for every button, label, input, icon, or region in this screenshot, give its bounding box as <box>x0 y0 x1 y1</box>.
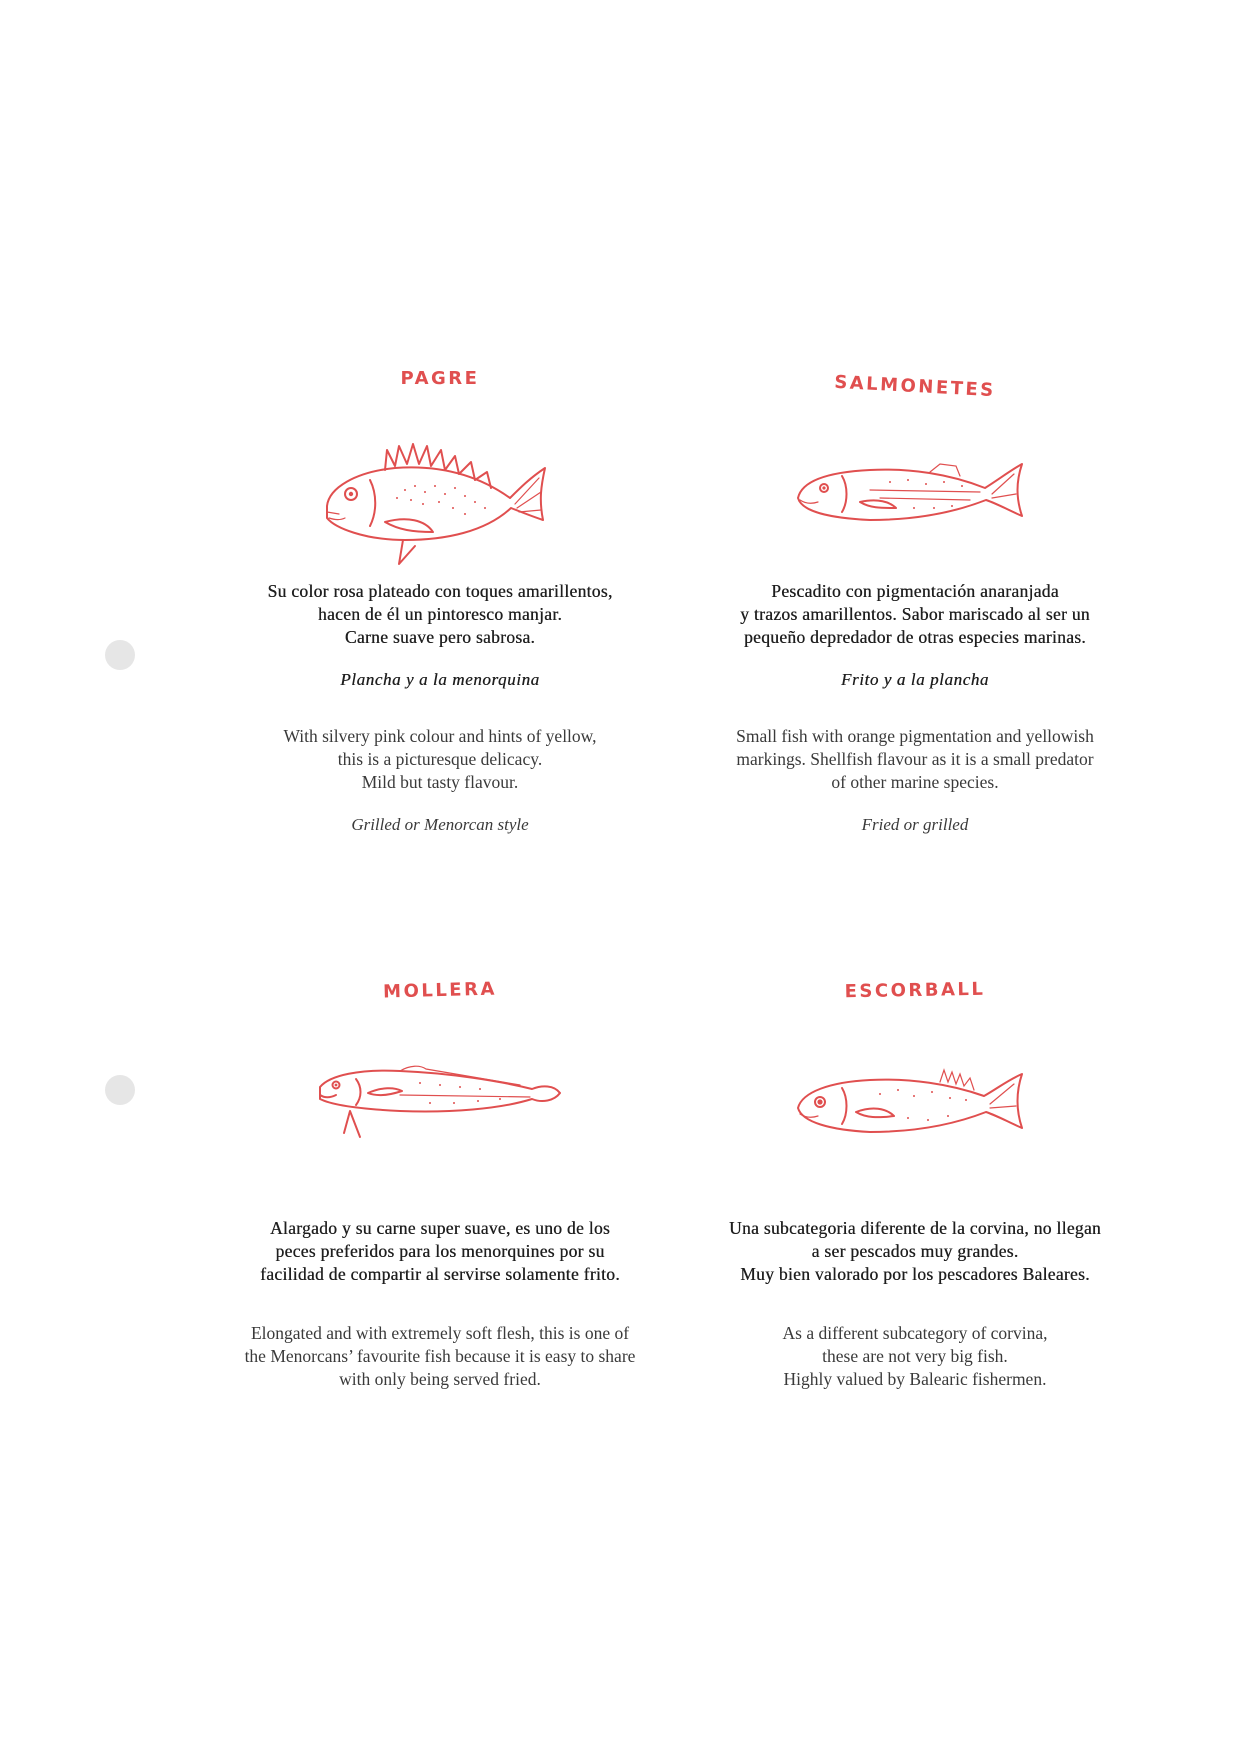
fish-title: PAGRE <box>400 368 480 389</box>
spanish-cooking-method: Plancha y a la menorquina <box>340 670 540 689</box>
fish-card-pagre <box>205 360 675 840</box>
english-description: Small fish with orange pigmentation and yellowish markings. Shellfish flavour as it is a small predator of other marine species. <box>736 726 1094 792</box>
spanish-description: Una subcategoria diferente de la corvina, no llegan a ser pescados muy grandes. Muy bien valorado por los pescadores Baleares. <box>729 1218 1101 1284</box>
red-mullet-illustration <box>790 450 1040 540</box>
sea-bream-illustration <box>315 428 565 568</box>
fish-title: MOLLERA <box>382 978 498 1003</box>
english-description: Elongated and with extremely soft flesh, this is one of the Menorcans’ favourite fish because it is easy to share with only being served fried. <box>244 1323 636 1389</box>
english-description: With silvery pink colour and hints of yellow, this is a picturesque delicacy. Mild but tasty flavour. <box>283 726 597 792</box>
binder-hole-top <box>105 640 135 670</box>
english-cooking-method: Grilled or Menorcan style <box>351 815 529 834</box>
spanish-description: Pescadito con pigmentación anaranjada y trazos amarillentos. Sabor mariscado al ser un pequeño depredador de otras especies marinas. <box>740 581 1090 647</box>
fish-title: ESCORBALL <box>844 978 986 1003</box>
forkbeard-illustration <box>310 1055 570 1145</box>
fish-card-escorball <box>680 970 1150 1400</box>
binder-hole-bottom <box>105 1075 135 1105</box>
spanish-description: Alargado y su carne super suave, es uno de los peces preferidos para los menorquines por su facilidad de compartir al servirse solamente frito. <box>260 1218 620 1284</box>
spanish-cooking-method: Frito y a la plancha <box>841 670 989 689</box>
english-cooking-method: Fried or grilled <box>861 815 969 834</box>
spanish-description: Su color rosa plateado con toques amarillentos, hacen de él un pintoresco manjar. Carne suave pero sabrosa. <box>267 581 613 647</box>
corvina-illustration <box>790 1060 1040 1150</box>
english-description: As a different subcategory of corvina, these are not very big fish. Highly valued by Balearic fishermen. <box>782 1323 1048 1389</box>
fish-card-mollera <box>205 970 675 1400</box>
fish-card-salmonetes <box>680 360 1150 840</box>
fish-title: SALMONETES <box>833 371 997 402</box>
